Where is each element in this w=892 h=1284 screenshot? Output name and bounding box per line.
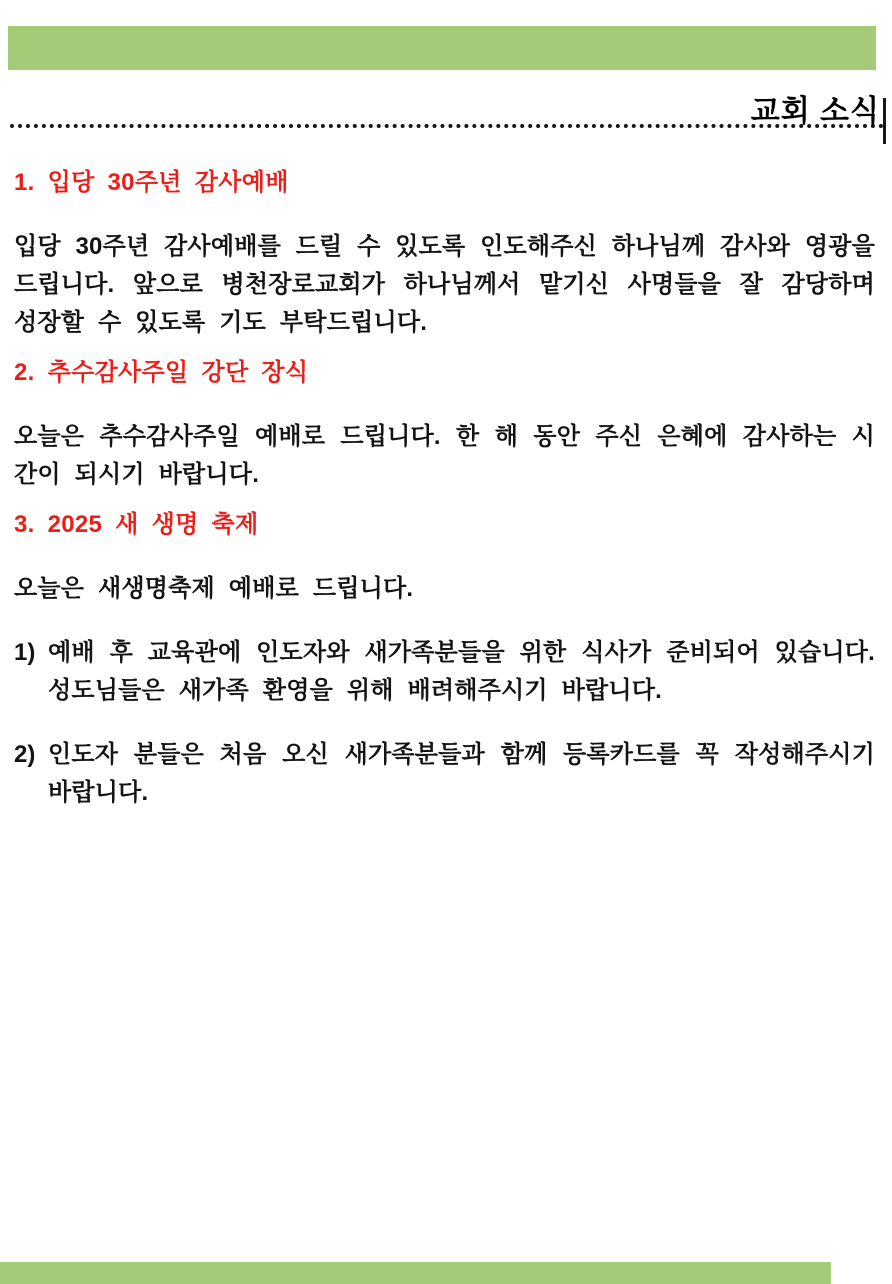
bottom-accent-bar <box>0 1262 831 1284</box>
list-item-registration-card-notice <box>14 736 875 812</box>
list-item-2-text: 인도자 분들은 처음 오신 새가족분들과 함께 등록카드를 꼭 작성해주시기 바랍니다. <box>48 741 875 806</box>
list-item-1-marker: 1) <box>14 639 36 666</box>
section-3-heading: 3. 2025 새 생명 축제 <box>14 511 259 538</box>
bulletin-page <box>0 26 892 1284</box>
section-thanksgiving-decoration <box>14 358 875 494</box>
title-right-rule <box>883 98 886 144</box>
content-area <box>14 128 875 812</box>
list-item-1-text: 예배 후 교육관에 인도자와 새가족분들을 위한 식사가 준비되어 있습니다. 성도님들은 새가족 환영을 위해 배려해주시기 바랍니다. <box>48 639 875 704</box>
top-accent-bar <box>8 26 876 70</box>
list-item-2-marker: 2) <box>14 741 36 768</box>
section-2-paragraph: 오늘은 추수감사주일 예배로 드립니다. 한 해 동안 주신 은혜에 감사하는 시간이 되시기 바랍니다. <box>14 423 875 488</box>
title-row <box>10 92 884 128</box>
section-1-paragraph: 입당 30주년 감사예배를 드릴 수 있도록 인도해주신 하나님께 감사와 영광을 드립니다. 앞으로 병천장로교회가 하나님께서 맡기신 사명들을 잘 감당하며 성장할 수 있도록 기도 부탁드립니다. <box>14 233 875 336</box>
section-1-heading: 1. 입당 30주년 감사예배 <box>14 169 289 196</box>
section-new-life-festival <box>14 510 875 812</box>
list-item-meal-notice <box>14 634 875 710</box>
section-2-heading: 2. 추수감사주일 강단 장식 <box>14 359 309 386</box>
section-anniversary-service <box>14 168 875 342</box>
page-title: 교회 소식 <box>750 95 880 128</box>
section-3-paragraph: 오늘은 새생명축제 예배로 드립니다. <box>14 575 414 602</box>
